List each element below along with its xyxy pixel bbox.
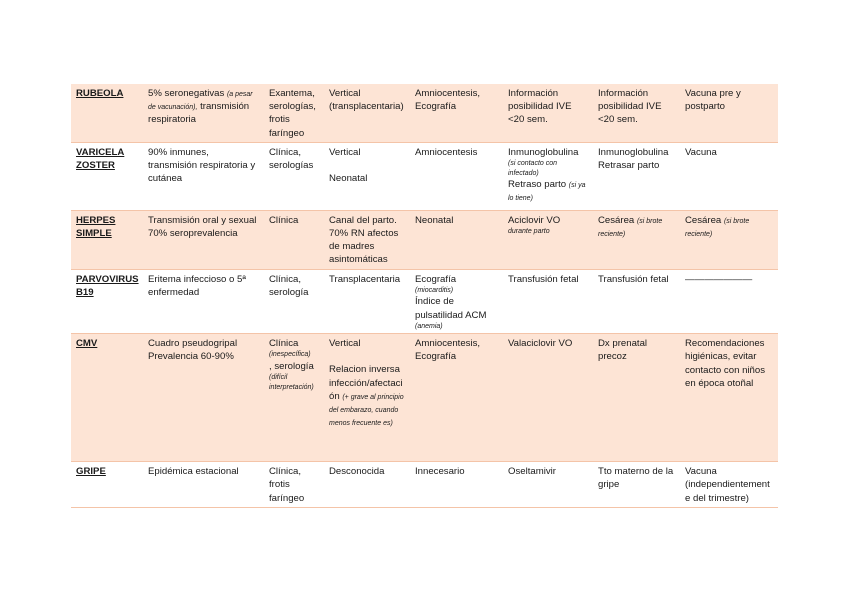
cell-text: Retraso parto — [508, 179, 569, 191]
cell-note: (si brote reciente) — [598, 217, 663, 239]
prevention-cell: Recomendaciones higiénicas, evitar contacto con niños en época otoñal — [680, 334, 778, 462]
epidemiology-cell: Eritema infeccioso o 5ª enfermedad — [143, 269, 264, 334]
transmission-cell: Desconocida — [324, 462, 410, 508]
cell-text: Neonatal — [329, 173, 368, 185]
line-spacer — [329, 159, 406, 172]
management-cell: Dx prenatal precoz — [593, 334, 680, 462]
prenatal-test-cell — [410, 269, 503, 334]
cell-note: (inespecífica) — [269, 351, 311, 359]
diagnosis-cell: Exantema, serologías, frotis faríngeo — [264, 84, 324, 142]
table-row — [71, 269, 778, 334]
prenatal-test-cell: Amniocentesis, Ecografía — [410, 84, 503, 142]
cell-text: , serología — [269, 360, 314, 372]
cell-text: Vertical — [329, 338, 361, 350]
management-cell: Información posibilidad IVE <20 sem. — [593, 84, 680, 142]
line-spacer — [329, 350, 406, 363]
infections-table — [71, 84, 778, 508]
transmission-cell: Transplacentaria — [324, 269, 410, 334]
treatment-cell: Información posibilidad IVE <20 sem. — [503, 84, 593, 142]
diagnosis-cell: Clínica, serología — [264, 269, 324, 334]
cell-text: Inmunoglobulina — [508, 146, 579, 158]
transmission-cell — [324, 334, 410, 462]
epidemiology-cell: Epidémica estacional — [143, 462, 264, 508]
cell-text: 70% RN afectos de madres asintomáticas — [329, 228, 399, 266]
row-name: CMV — [71, 334, 143, 462]
row-name: HERPES SIMPLE — [71, 210, 143, 269]
management-cell: Tto materno de la gripe — [593, 462, 680, 508]
diagnosis-cell — [264, 334, 324, 462]
epidemiology-cell — [143, 84, 264, 142]
cell-note: (difícil interpretación) — [269, 374, 314, 391]
cell-text: Cesárea — [685, 214, 724, 226]
cell-text: Retrasar parto — [598, 160, 660, 172]
diagnosis-cell: Clínica — [264, 210, 324, 269]
cell-note: (+ grave al principio del embarazo, cuando menos frecuente es) — [329, 393, 404, 428]
prenatal-test-cell: Amniocentesis, Ecografía — [410, 334, 503, 462]
cell-note: durante parto — [508, 228, 550, 236]
epidemiology-cell: 90% inmunes, transmisión respiratoria y cutánea — [143, 142, 264, 210]
transmission-cell: Vertical (transplacentaria) — [324, 84, 410, 142]
treatment-cell — [503, 142, 593, 210]
prenatal-test-cell: Neonatal — [410, 210, 503, 269]
treatment-cell: Valaciclovir VO — [503, 334, 593, 462]
treatment-cell: Oseltamivir — [503, 462, 593, 508]
epidemiology-cell — [143, 210, 264, 269]
treatment-cell: Transfusión fetal — [503, 269, 593, 334]
row-name: RUBEOLA — [71, 84, 143, 142]
cell-note: (miocarditis) — [415, 286, 454, 294]
prenatal-test-cell: Amniocentesis — [410, 142, 503, 210]
table-row — [71, 334, 778, 462]
table-row — [71, 142, 778, 210]
cell-text: Ecografía — [415, 273, 457, 285]
cell-text: Transmisión oral y sexual — [148, 214, 257, 226]
table-row — [71, 84, 778, 142]
transmission-cell — [324, 142, 410, 210]
cell-note: (anemia) — [415, 322, 443, 330]
row-name: PARVOVIRUS B19 — [71, 269, 143, 334]
prevention-cell: Vacuna (independientemente del trimestre) — [680, 462, 778, 508]
cell-note: (si ya lo tiene) — [508, 182, 586, 203]
management-cell — [593, 142, 680, 210]
cell-text: Relacion inversa infección/afectación — [329, 364, 403, 402]
cell-text: Índice de pulsatilidad ACM — [415, 296, 487, 321]
diagnosis-cell: Clínica, serologías — [264, 142, 324, 210]
diagnosis-cell: Clínica, frotis faríngeo — [264, 462, 324, 508]
prevention-cell — [680, 210, 778, 269]
prevention-cell: Vacuna — [680, 142, 778, 210]
row-name: VARICELA ZOSTER — [71, 142, 143, 210]
management-cell — [593, 210, 680, 269]
transmission-cell — [324, 210, 410, 269]
epidemiology-cell — [143, 334, 264, 462]
cell-note: (si contacto con infectado) — [508, 160, 558, 177]
cell-text: Inmunoglobulina — [598, 146, 669, 158]
cell-note: (si brote reciente) — [685, 217, 750, 239]
cell-text: Cuadro pseudogripal — [148, 338, 238, 350]
cell-text: Vertical — [329, 146, 361, 158]
cell-text: 70% seroprevalencia — [148, 228, 238, 240]
table-row — [71, 210, 778, 269]
treatment-cell — [503, 210, 593, 269]
row-name: GRIPE — [71, 462, 143, 508]
cell-text: Canal del parto. — [329, 214, 397, 226]
prevention-cell: ——————— — [680, 269, 778, 334]
prevention-cell: Vacuna pre y postparto — [680, 84, 778, 142]
cell-text: Aciclovir VO — [508, 214, 561, 226]
cell-note: (a pesar de vacunación), — [148, 91, 253, 112]
cell-text: Cesárea — [598, 214, 637, 226]
management-cell: Transfusión fetal — [593, 269, 680, 334]
cell-text: transmisión respiratoria — [148, 101, 250, 126]
cell-text: 5% seronegativas — [148, 88, 227, 99]
cell-text: Clínica — [269, 338, 299, 350]
prenatal-test-cell: Innecesario — [410, 462, 503, 508]
cell-text: Prevalencia 60-90% — [148, 351, 234, 363]
table-row — [71, 462, 778, 508]
